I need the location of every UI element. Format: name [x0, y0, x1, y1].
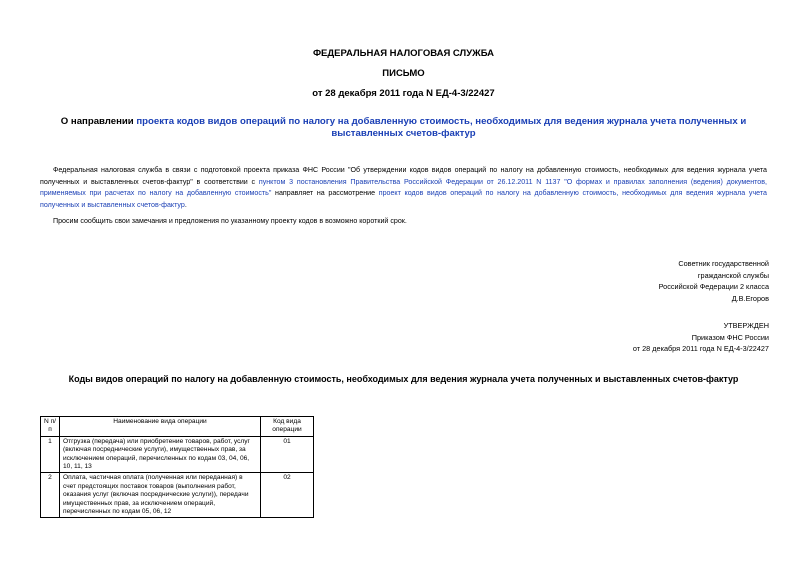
table-row	[41, 436, 314, 473]
codes-table-title: Коды видов операций по налогу на добавленную стоимость, необходимых для ведения журнала учета полученных и выставленных счетов-фактур	[68, 374, 739, 384]
approval-line-2: Приказом ФНС России	[691, 332, 769, 342]
approval-block	[509, 320, 769, 355]
subject-prefix: О направлении	[60, 116, 137, 127]
p1-text-a: Федеральная налоговая служба в связи с подготовкой проекта приказа ФНС России "Об утверждении кодов видов операций по налогу на добавленную стоимость, необходимых для ведения журнала учета полученных и выставленных счетов-фактур" в соответствии с	[40, 166, 767, 186]
draft-codes-link[interactable]: проект кодов видов операций по налогу на добавленную стоимость, необходимых для ведения журнала учета полученных и выставленных счетов-фактур	[40, 189, 767, 209]
signature-line-1: Советник государственной	[678, 259, 769, 268]
row-operation-code: 01	[261, 436, 314, 473]
row-number: 1	[41, 436, 60, 473]
subject-link[interactable]: проекта кодов видов операций по налогу на добавленную стоимость, необходимых для ведения журнала учета полученных и выставленных счетов-фактур	[136, 116, 747, 139]
body-paragraph-1	[40, 165, 767, 211]
body-paragraph-2: Просим сообщить свои замечания и предложения по указанному проекту кодов в возможно короткий срок.	[53, 217, 407, 225]
table-header-row	[41, 417, 314, 437]
document-type-heading: ПИСЬМО	[382, 68, 425, 79]
row-number: 2	[41, 473, 60, 518]
signature-block	[569, 258, 769, 304]
signature-line-2: гражданской службы	[697, 270, 769, 280]
signature-name: Д.В.Егоров	[731, 293, 769, 303]
approval-line-3: от 28 декабря 2011 года N ЕД-4-3/22427	[632, 344, 769, 353]
codes-table	[40, 416, 314, 518]
approval-line-1: УТВЕРЖДЕН	[723, 321, 769, 330]
agency-heading: ФЕДЕРАЛЬНАЯ НАЛОГОВАЯ СЛУЖБА	[312, 48, 495, 59]
p1-text-b: направляет на рассмотрение	[271, 189, 379, 198]
row-operation-name: Отгрузка (передача) или приобретение товаров, работ, услуг (включая посреднические услуги), имущественных прав, за исключением операций, перечисленных по кодам 03, 04, 06, 10, 11, 13	[60, 436, 261, 473]
signature-line-3: Российской Федерации 2 класса	[658, 282, 769, 291]
column-header-code: Код вида операции	[261, 417, 314, 437]
row-operation-code: 02	[261, 473, 314, 518]
row-operation-name: Оплата, частичная оплата (полученная или переданная) в счет предстоящих поставок товаров (выполнения работ, оказания услуг (включая посреднические услуги)), передачи имущественных прав, за исключением операций, перечисленных по кодам 05, 06, 12	[60, 473, 261, 518]
p1-text-c: .	[184, 200, 187, 209]
column-header-number: N п/п	[41, 417, 60, 437]
resolution-link[interactable]: пунктом 3 постановления Правительства Российской Федерации от 26.12.2011 N 1137 "О формах и правилах заполнения (ведения) документов, применяемых при расчетах по налогу на добавленную стоимость"	[40, 177, 767, 198]
document-date-number: от 28 декабря 2011 года N ЕД-4-3/22427	[312, 88, 495, 99]
document-subject	[40, 116, 767, 140]
column-header-name: Наименование вида операции	[60, 417, 261, 437]
table-row	[41, 473, 314, 518]
